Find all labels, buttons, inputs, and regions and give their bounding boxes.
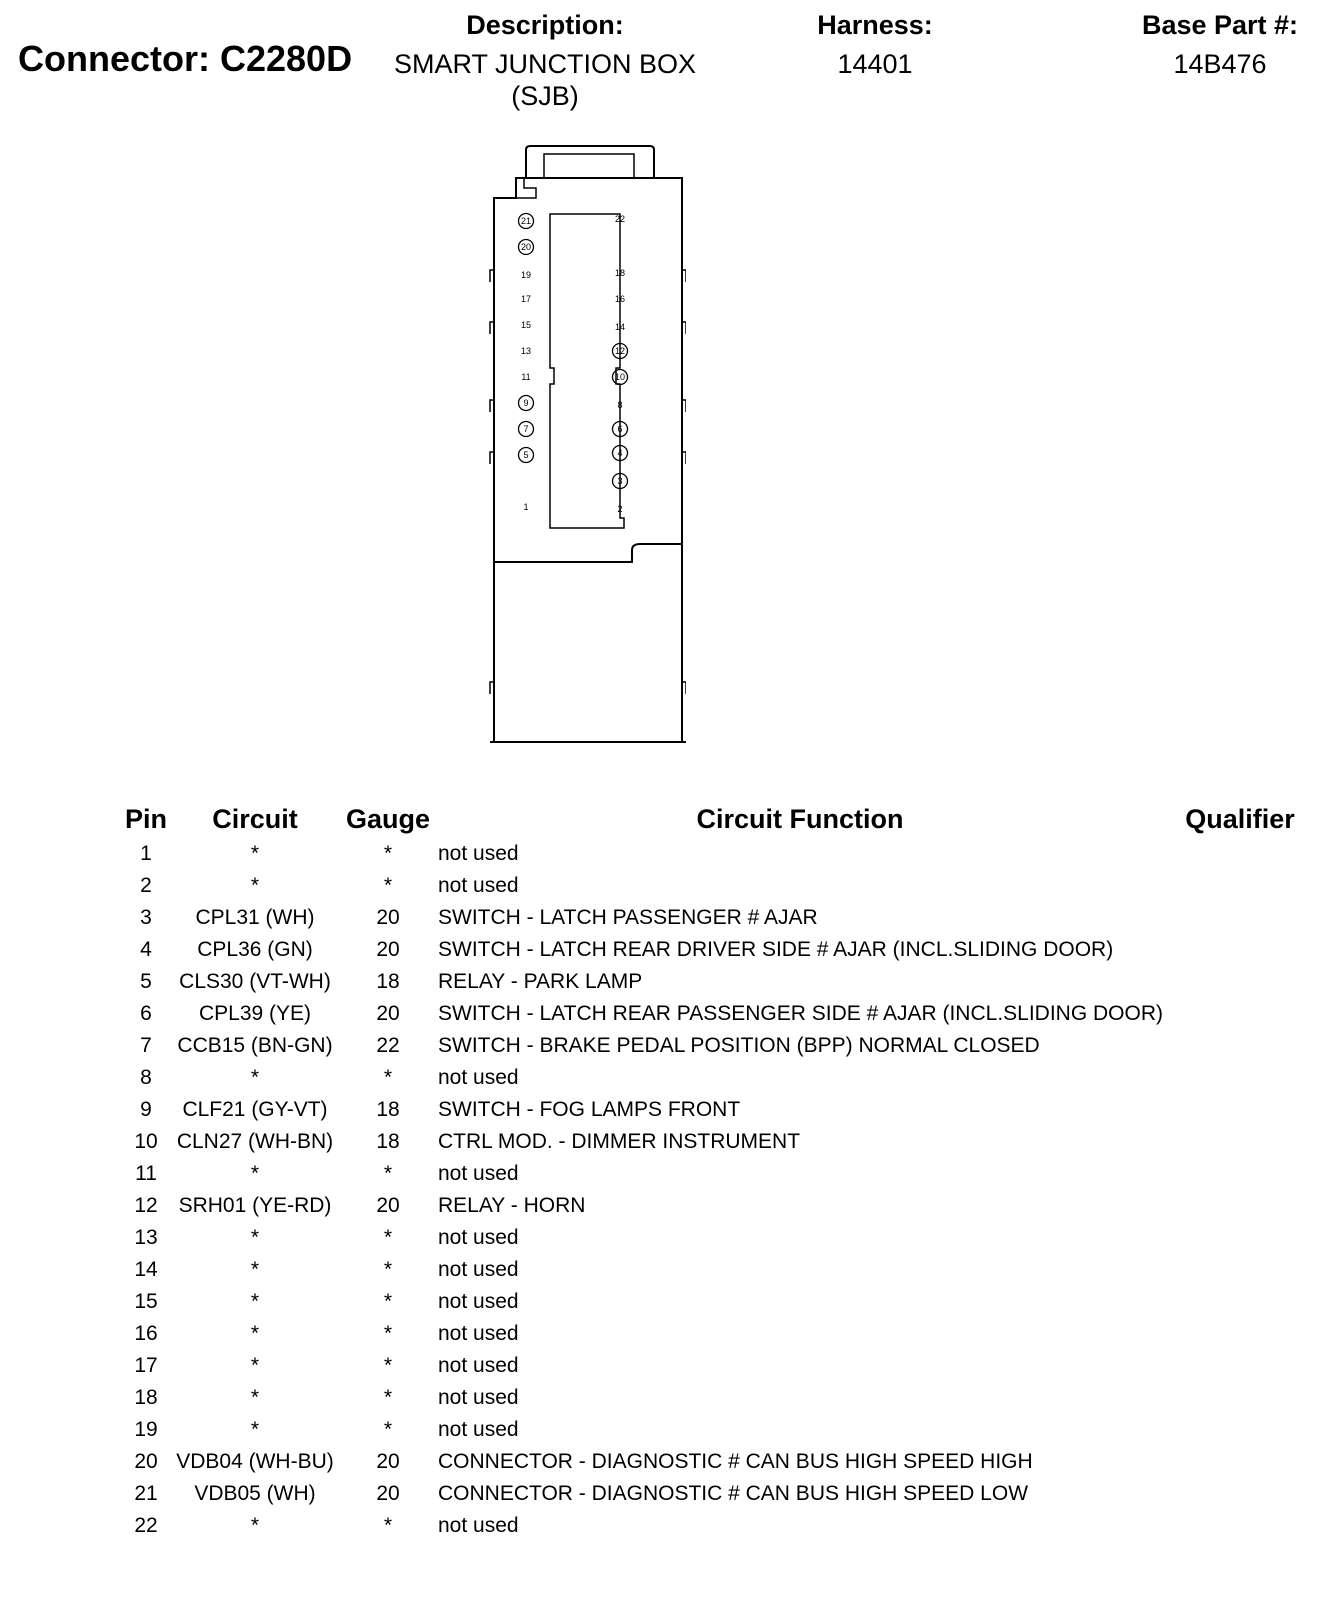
circuit-cell: VDB05 (WH) xyxy=(194,1482,316,1505)
table-row xyxy=(0,1126,1344,1158)
function-cell: SWITCH - LATCH REAR DRIVER SIDE # AJAR (INCL.SLIDING DOOR) xyxy=(438,938,1114,961)
pin-label-left: 1 xyxy=(523,502,529,512)
function-cell: not used xyxy=(438,1514,519,1537)
pin-label-right: 12 xyxy=(614,346,626,356)
function-cell: not used xyxy=(438,1354,519,1377)
circuit-cell: * xyxy=(250,1354,260,1377)
function-cell: RELAY - PARK LAMP xyxy=(438,970,643,993)
function-column-header: Circuit Function xyxy=(696,804,904,834)
circuit-cell: CPL36 (GN) xyxy=(197,938,313,961)
function-cell: not used xyxy=(438,874,519,897)
pin-label-left: 11 xyxy=(521,372,531,382)
gauge-cell: * xyxy=(383,1322,393,1345)
circuit-cell: CLN27 (WH-BN) xyxy=(176,1130,334,1153)
gauge-cell: 18 xyxy=(376,1098,400,1121)
table-row xyxy=(0,1222,1344,1254)
circuit-cell: CLF21 (GY-VT) xyxy=(182,1098,328,1121)
gauge-cell: * xyxy=(383,1418,393,1441)
pin-cell: 14 xyxy=(134,1258,158,1281)
circuit-cell: * xyxy=(250,1066,260,1089)
table-row xyxy=(0,1478,1344,1510)
table-row xyxy=(0,1382,1344,1414)
circuit-cell: SRH01 (YE-RD) xyxy=(178,1194,332,1217)
pin-label-left: 13 xyxy=(520,346,532,356)
gauge-cell: 20 xyxy=(376,938,400,961)
gauge-cell: * xyxy=(383,1514,393,1537)
pin-label-right: 16 xyxy=(614,294,626,304)
circuit-cell: CPL39 (YE) xyxy=(198,1002,312,1025)
pin-column-header: Pin xyxy=(124,804,167,834)
pin-cell: 15 xyxy=(134,1290,158,1313)
pin-label-left: 5 xyxy=(523,450,529,460)
pin-cell: 4 xyxy=(140,938,152,961)
table-row xyxy=(0,1062,1344,1094)
circuit-cell: CCB15 (BN-GN) xyxy=(177,1034,333,1057)
function-cell: CONNECTOR - DIAGNOSTIC # CAN BUS HIGH SPEED LOW xyxy=(438,1482,1029,1505)
function-cell: not used xyxy=(438,1162,519,1185)
gauge-cell: 20 xyxy=(376,1450,400,1473)
function-cell: not used xyxy=(438,1418,519,1441)
function-cell: SWITCH - BRAKE PEDAL POSITION (BPP) NORMAL CLOSED xyxy=(438,1034,1040,1057)
pin-label-right: 6 xyxy=(617,424,623,434)
table-row xyxy=(0,934,1344,966)
table-row xyxy=(0,998,1344,1030)
pin-label-left: 20 xyxy=(520,242,532,252)
connector-body-outline xyxy=(494,178,682,562)
pin-cell: 20 xyxy=(134,1450,158,1473)
circuit-cell: * xyxy=(250,1162,260,1185)
gauge-cell: * xyxy=(383,1386,393,1409)
gauge-cell: * xyxy=(383,1258,393,1281)
function-cell: not used xyxy=(438,1386,519,1409)
function-cell: SWITCH - FOG LAMPS FRONT xyxy=(438,1098,741,1121)
gauge-cell: 20 xyxy=(376,1002,400,1025)
harness-label: Harness: xyxy=(817,10,933,40)
table-row xyxy=(0,1190,1344,1222)
base-part-label: Base Part #: xyxy=(1141,10,1299,40)
pin-cell: 12 xyxy=(134,1194,158,1217)
function-cell: not used xyxy=(438,1258,519,1281)
pin-cell: 7 xyxy=(140,1034,152,1057)
pin-cell: 21 xyxy=(134,1482,158,1505)
gauge-cell: * xyxy=(383,842,393,865)
pin-cell: 11 xyxy=(135,1162,157,1185)
connector-title: Connector: C2280D xyxy=(18,38,353,79)
pin-label-left: 9 xyxy=(523,398,529,408)
function-cell: RELAY - HORN xyxy=(438,1194,586,1217)
pin-cell: 16 xyxy=(134,1322,158,1345)
pin-label-right: 4 xyxy=(617,448,623,458)
corner-notch xyxy=(516,178,536,198)
gauge-cell: 18 xyxy=(376,970,400,993)
circuit-cell: * xyxy=(250,1226,260,1249)
pin-cell: 22 xyxy=(134,1514,158,1537)
base-part-value: 14B476 xyxy=(1173,49,1267,79)
pin-cell: 6 xyxy=(140,1002,152,1025)
gauge-cell: 20 xyxy=(376,1482,400,1505)
gauge-cell: * xyxy=(383,1162,393,1185)
table-row xyxy=(0,1254,1344,1286)
table-row xyxy=(0,1030,1344,1062)
pin-cell: 8 xyxy=(140,1066,152,1089)
function-cell: CONNECTOR - DIAGNOSTIC # CAN BUS HIGH SPEED HIGH xyxy=(438,1450,1033,1473)
qualifier-column-header: Qualifier xyxy=(1185,804,1295,834)
pin-label-right: 3 xyxy=(617,476,623,486)
pin-label-right: 8 xyxy=(617,400,623,410)
circuit-column-header: Circuit xyxy=(212,804,298,834)
circuit-cell: CLS30 (VT-WH) xyxy=(179,970,331,993)
function-cell: SWITCH - LATCH PASSENGER # AJAR xyxy=(438,906,818,929)
pin-label-right: 2 xyxy=(617,504,623,514)
description-line2: (SJB) xyxy=(511,81,579,111)
gauge-cell: * xyxy=(383,874,393,897)
pin-label-right: 14 xyxy=(614,322,626,332)
table-row xyxy=(0,966,1344,998)
lower-housing-outline xyxy=(494,544,682,742)
pin-label-right: 22 xyxy=(614,214,626,224)
function-cell: not used xyxy=(438,842,519,865)
table-row xyxy=(0,1094,1344,1126)
pin-label-left: 21 xyxy=(520,216,532,226)
function-cell: SWITCH - LATCH REAR PASSENGER SIDE # AJAR (INCL.SLIDING DOOR) xyxy=(438,1002,1164,1025)
circuit-cell: * xyxy=(250,842,260,865)
table-row xyxy=(0,1318,1344,1350)
description-label: Description: xyxy=(466,10,624,40)
table-row xyxy=(0,1286,1344,1318)
gauge-cell: 20 xyxy=(376,906,400,929)
circuit-cell: * xyxy=(250,874,260,897)
function-cell: not used xyxy=(438,1322,519,1345)
table-row xyxy=(0,838,1344,870)
table-row xyxy=(0,1414,1344,1446)
pin-cell: 2 xyxy=(140,874,152,897)
pin-cell: 19 xyxy=(134,1418,158,1441)
pin-cell: 5 xyxy=(140,970,152,993)
circuit-cell: * xyxy=(250,1418,260,1441)
gauge-cell: 22 xyxy=(376,1034,400,1057)
pin-label-left: 7 xyxy=(523,424,529,434)
pin-cell: 9 xyxy=(140,1098,152,1121)
harness-value: 14401 xyxy=(837,49,913,79)
circuit-cell: * xyxy=(250,1258,260,1281)
gauge-cell: * xyxy=(383,1226,393,1249)
table-row xyxy=(0,870,1344,902)
table-row xyxy=(0,1158,1344,1190)
pin-cell: 10 xyxy=(134,1130,158,1153)
table-row xyxy=(0,902,1344,934)
gauge-cell: * xyxy=(383,1354,393,1377)
latch-outline xyxy=(526,146,654,178)
pin-cell: 18 xyxy=(134,1386,158,1409)
circuit-cell: * xyxy=(250,1386,260,1409)
connector-face-diagram xyxy=(486,142,686,748)
pin-label-left: 19 xyxy=(520,270,532,280)
pin-cell: 13 xyxy=(134,1226,158,1249)
circuit-cell: * xyxy=(250,1514,260,1537)
circuit-cell: CPL31 (WH) xyxy=(195,906,315,929)
function-cell: CTRL MOD. - DIMMER INSTRUMENT xyxy=(438,1130,801,1153)
pin-label-right: 10 xyxy=(614,372,626,382)
pin-label-left: 17 xyxy=(520,294,532,304)
gauge-cell: * xyxy=(383,1290,393,1313)
pin-label-group xyxy=(519,214,628,515)
circuit-cell: * xyxy=(250,1322,260,1345)
table-row xyxy=(0,1510,1344,1542)
pin-label-right: 18 xyxy=(614,268,626,278)
function-cell: not used xyxy=(438,1066,519,1089)
gauge-cell: * xyxy=(383,1066,393,1089)
gauge-column-header: Gauge xyxy=(345,804,431,834)
table-row xyxy=(0,1350,1344,1382)
pin-label-left: 15 xyxy=(520,320,532,330)
gauge-cell: 20 xyxy=(376,1194,400,1217)
function-cell: not used xyxy=(438,1290,519,1313)
gauge-cell: 18 xyxy=(376,1130,400,1153)
circuit-cell: VDB04 (WH-BU) xyxy=(176,1450,334,1473)
latch-inner xyxy=(544,154,634,178)
pin-cell: 17 xyxy=(134,1354,158,1377)
pin-cell: 1 xyxy=(140,842,152,865)
description-line1: SMART JUNCTION BOX xyxy=(393,49,697,79)
table-row xyxy=(0,1446,1344,1478)
circuit-cell: * xyxy=(250,1290,260,1313)
pin-cell: 3 xyxy=(140,906,152,929)
function-cell: not used xyxy=(438,1226,519,1249)
